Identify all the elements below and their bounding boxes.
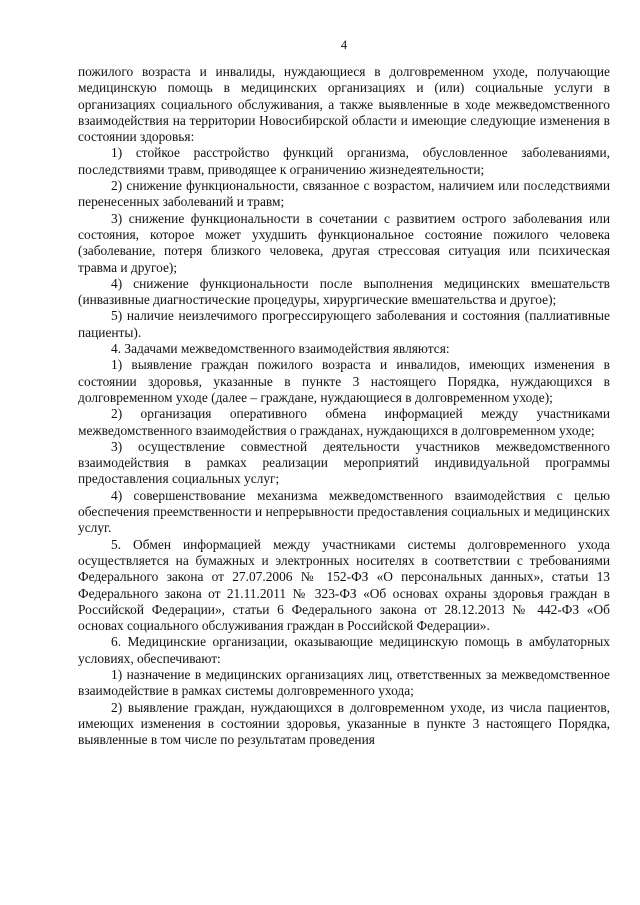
paragraph: 1) выявление граждан пожилого возраста и инвалидов, имеющих изменения в состоянии здоровья, указанные в пункте 3 настоящего Порядка, нуждающихся в долговременном уходе (далее – граждане, нуждающиеся в долговременном уходе);	[78, 357, 610, 405]
paragraph: 1) назначение в медицинских организациях лиц, ответственных за межведомственное взаимодействие в рамках системы долговременного ухода;	[78, 666, 610, 699]
paragraph: 4) совершенствование механизма межведомственного взаимодействия с целью обеспечения преемственности и непрерывности предоставления социальных и медицинских услуг.	[78, 487, 610, 536]
page-number: 4	[340, 38, 348, 52]
paragraph: 2) снижение функциональности, связанное с возрастом, наличием или последствиями перенесенных заболеваний и травм;	[78, 178, 610, 210]
paragraph: 6. Медицинские организации, оказывающие медицинскую помощь в амбулаторных условиях, обеспечивают:	[78, 634, 610, 666]
paragraph: пожилого возраста и инвалиды, нуждающиеся в долговременном уходе, получающие медицинскую помощь в медицинских организациях и (или) социальные услуги в организациях социального обслуживания, а также выявленные в ходе межведомственного взаимодействия на территории Новосибирской области и имеющие следующие изменения в состоянии здоровья:	[78, 64, 610, 145]
paragraph: 4. Задачами межведомственного взаимодействия являются:	[111, 341, 450, 357]
paragraph: 3) осуществление совместной деятельности участников межведомственного взаимодействия в рамках реализации мероприятий индивидуальной программы предоставления социальных услуг;	[78, 438, 610, 487]
paragraph: 2) организация оперативного обмена информацией между участниками межведомственного взаимодействия о гражданах, нуждающихся в долговременном уходе;	[78, 406, 610, 438]
paragraph: 5. Обмен информацией между участниками системы долговременного ухода осуществляется на бумажных и электронных носителях в соответствии с требованиями Федерального закона от 27.07.2006 № 152-ФЗ «О персональных данных», статьи 13 Федерального закона от 21.11.2011 № 323-ФЗ «Об основах охраны здоровья граждан в Российской Федерации», статьи 6 Федерального закона от 28.12.2013 № 442-ФЗ «Об основах социального обслуживания граждан в Российской Федерации».	[78, 536, 610, 634]
paragraph: 4) снижение функциональности после выполнения медицинских вмешательств (инвазивные диагностические процедуры, хирургические вмешательства и другое);	[78, 275, 610, 308]
document-body	[78, 64, 610, 748]
paragraph: 3) снижение функциональности в сочетании с развитием острого заболевания или состояния, которое может ухудшить функциональное состояние пожилого человека (заболевание, потеря близкого человека, другая стрессовая ситуация или психическая травма и другое);	[78, 210, 610, 275]
paragraph: 2) выявление граждан, нуждающихся в долговременном уходе, из числа пациентов, имеющих изменения в состоянии здоровья, указанные в пункте 3 настоящего Порядка, выявленные в том числе по результатам проведения	[78, 699, 610, 748]
paragraph: 1) стойкое расстройство функций организма, обусловленное заболеваниями, последствиями травм, приводящее к ограничению жизнедеятельности;	[78, 145, 610, 177]
paragraph: 5) наличие неизлечимого прогрессирующего заболевания и состояния (паллиативные пациенты).	[78, 308, 610, 340]
